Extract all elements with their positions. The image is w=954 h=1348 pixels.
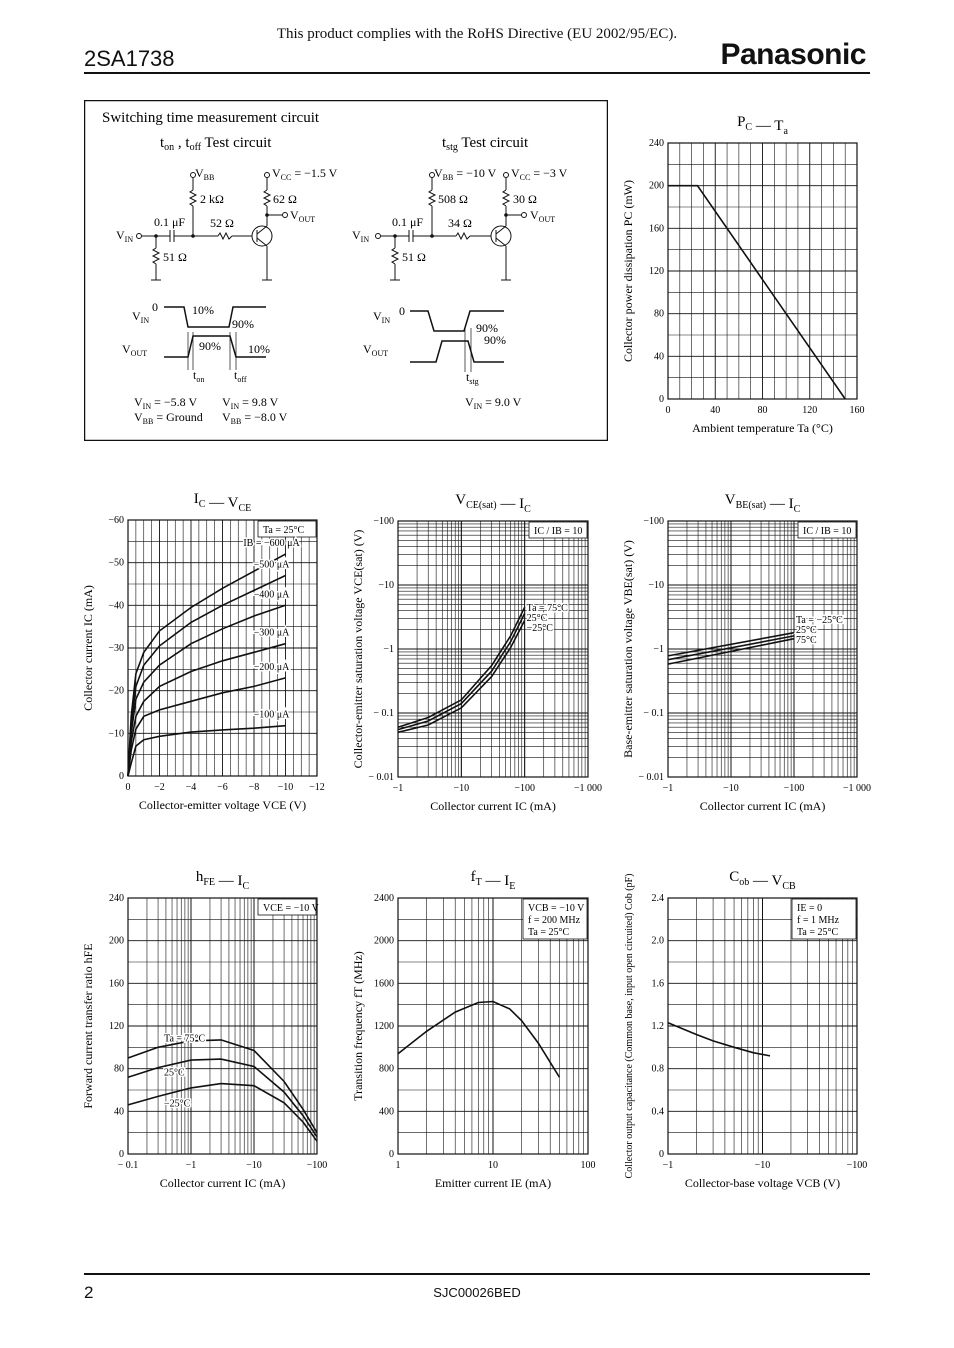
- svg-text:VBB = −8.0 V: $V_{BB} = -8.0$ V: [222, 410, 288, 426]
- x-tick-label: 120: [802, 405, 818, 416]
- legend-text: Ta = 25°C: [528, 927, 570, 938]
- y-tick-label: 2000: [374, 935, 394, 947]
- legend-text: IE = 0: [797, 903, 823, 914]
- y-axis-label: Collector power dissipation PC (mW): [621, 180, 635, 362]
- x-tick-label: −100: [846, 1160, 868, 1171]
- svg-text:90%: 90%: [484, 333, 506, 347]
- x-tick-label: −10: [246, 1160, 262, 1171]
- svg-text:90%: 90%: [476, 321, 498, 335]
- y-tick-label: 2400: [374, 893, 394, 904]
- series-label: 25°C: [526, 613, 548, 624]
- y-tick-label: − 0.1: [373, 708, 394, 719]
- legend-text: VCB = −10 V: [528, 903, 585, 914]
- legend-text: Ta = 25°C: [263, 525, 305, 536]
- x-tick-label: −100: [783, 783, 805, 794]
- series-label: −100 μA: [253, 709, 290, 721]
- svg-text:62 Ω: 62 Ω: [273, 192, 297, 206]
- series-label: Ta = −25°C: [796, 615, 843, 626]
- chart-title: $I_C$ — $V_{CE}$: [193, 491, 252, 514]
- x-axis-label: Ambient temperature Ta (°C): [692, 421, 833, 435]
- svg-text:0.1 μF: 0.1 μF: [392, 215, 424, 229]
- svg-text:VOUT: $V_{OUT}$: [530, 208, 556, 224]
- svg-text:VIN = 9.8 V: $V_{IN} = 9.8$ V: [222, 395, 279, 411]
- footer-rule: [84, 1273, 870, 1275]
- svg-text:30 Ω: 30 Ω: [513, 192, 537, 206]
- x-tick-label: −12: [309, 782, 325, 793]
- x-tick-label: −1: [662, 783, 674, 794]
- series-label: 25°C: [164, 1067, 185, 1079]
- series-label: 75°C: [796, 635, 817, 646]
- series-line: [668, 1023, 770, 1056]
- y-tick-label: −50: [108, 557, 124, 569]
- series-label: −25°C: [164, 1098, 191, 1110]
- x-tick-label: −1 000: [842, 783, 872, 794]
- svg-text:VCC = −1.5 V: $V_{CC} = -1.5$ V: [272, 166, 338, 182]
- legend-text: f = 200 MHz: [528, 915, 581, 926]
- series-label: −300 μA: [253, 627, 290, 639]
- svg-text:VIN: $V_{IN}$: [373, 309, 391, 325]
- series-label: −200 μA: [253, 661, 290, 673]
- document-code: SJC00026BED: [433, 1285, 521, 1300]
- chart-title: $C_{ob}$ — $V_{CB}$: [729, 869, 796, 892]
- x-axis-label: Collector-base voltage VCB (V): [684, 1176, 841, 1190]
- page-number: 2: [84, 1283, 94, 1302]
- right-circuit-title: $t_{stg}$ Test circuit: [442, 135, 529, 153]
- y-axis-label: Base-emitter saturation voltage VBE(sat) (V): [621, 540, 635, 758]
- x-tick-label: −100: [514, 783, 535, 794]
- y-axis-label: Collector output capacitance (Common base, input open circuited) Cob (pF): [624, 873, 635, 1179]
- x-tick-label: 160: [849, 405, 865, 416]
- svg-text:0.1 μF: 0.1 μF: [154, 215, 186, 229]
- x-tick-label: −8: [248, 782, 260, 793]
- y-tick-label: 0: [659, 1149, 664, 1160]
- y-tick-label: 2.4: [651, 893, 664, 904]
- y-tick-label: 40: [114, 1106, 124, 1118]
- circuit-title: Switching time measurement circuit: [102, 110, 320, 126]
- y-tick-label: 2.0: [651, 935, 664, 947]
- series-label: 25°C: [796, 625, 817, 636]
- svg-text:90%: 90%: [199, 339, 221, 353]
- chart-title: $V_{CE(sat)}$ — $I_C$: [455, 492, 531, 515]
- svg-text:0: 0: [152, 300, 158, 314]
- x-tick-label: 40: [710, 405, 721, 416]
- svg-text:90%: 90%: [232, 317, 254, 331]
- svg-text:VIN: $V_{IN}$: [352, 228, 370, 244]
- svg-text:0: 0: [399, 304, 405, 318]
- svg-text:VBB: $V_{BB}$: [195, 166, 215, 182]
- chart-title: $P_C$ — $T_a$: [737, 114, 788, 137]
- series-label: IB = −600 μA: [243, 538, 300, 550]
- y-tick-label: −1: [383, 644, 394, 655]
- svg-text:tstg: $t_{stg}$: [466, 370, 479, 386]
- y-tick-label: 0: [659, 394, 664, 405]
- plot-area: [624, 869, 867, 1190]
- svg-text:10%: 10%: [192, 303, 214, 317]
- svg-text:VBB = −10 V: $V_{BB} = -10$ V: [434, 166, 497, 182]
- left-circuit-title: $t_{on}$ , $t_{off}$ Test circuit: [160, 135, 272, 153]
- x-tick-label: − 0.1: [117, 1160, 139, 1171]
- svg-text:51 Ω: 51 Ω: [402, 250, 426, 264]
- series-label: −25°C: [526, 623, 553, 634]
- svg-text:VCC = −3 V: $V_{CC} = -3$ V: [511, 166, 568, 182]
- y-tick-label: −100: [643, 516, 664, 527]
- chart-title: $f_T$ — $I_E$: [470, 869, 516, 892]
- x-tick-label: 80: [757, 405, 768, 416]
- x-tick-label: −1 000: [573, 783, 603, 794]
- y-tick-label: 240: [109, 893, 124, 904]
- y-tick-label: −10: [648, 580, 664, 591]
- x-tick-label: −6: [217, 782, 228, 793]
- legend-text: VCE = −10 V: [263, 903, 319, 914]
- y-tick-label: 200: [649, 180, 664, 192]
- series-label: −500 μA: [253, 559, 290, 571]
- x-tick-label: 0: [665, 405, 671, 416]
- y-tick-label: 200: [109, 935, 124, 947]
- y-tick-label: 1600: [374, 978, 394, 990]
- x-tick-label: −10: [754, 1160, 771, 1171]
- rohs-notice: This product complies with the RoHS Directive (EU 2002/95/EC).: [276, 26, 678, 42]
- y-tick-label: 1.2: [651, 1021, 664, 1032]
- svg-text:VOUT: $V_{OUT}$: [363, 342, 389, 358]
- x-axis-label: Collector current IC (mA): [699, 799, 826, 813]
- chart-title: $h_{FE}$ — $I_C$: [195, 869, 250, 892]
- y-tick-label: −10: [378, 580, 394, 591]
- svg-text:VIN: $V_{IN}$: [116, 228, 134, 244]
- x-axis-label: Collector-emitter voltage VCE (V): [138, 798, 307, 812]
- legend-text: f = 1 MHz: [797, 915, 840, 926]
- series-label: −400 μA: [253, 589, 290, 601]
- x-tick-label: −1: [185, 1160, 197, 1171]
- legend-text: IC / IB = 10: [534, 526, 583, 537]
- y-tick-label: 1.6: [651, 978, 664, 990]
- y-tick-label: 400: [379, 1106, 394, 1118]
- y-tick-label: −10: [108, 728, 124, 740]
- series-label: Ta = 75°C: [526, 603, 568, 614]
- part-number: 2SA1738: [84, 46, 175, 71]
- x-axis-label: Collector current IC (mA): [159, 1176, 286, 1190]
- y-tick-label: 160: [109, 978, 124, 990]
- y-axis-label: Collector current IC (mA): [81, 585, 95, 711]
- y-tick-label: −40: [108, 600, 124, 612]
- y-tick-label: 120: [649, 266, 664, 277]
- svg-text:VOUT: $V_{OUT}$: [122, 342, 148, 358]
- svg-text:VIN = 9.0 V: $V_{IN} = 9.0$ V: [465, 395, 522, 411]
- x-tick-label: −2: [154, 782, 165, 793]
- y-tick-label: 0.8: [651, 1063, 664, 1075]
- y-tick-label: −100: [373, 516, 394, 527]
- y-tick-label: 160: [649, 223, 664, 235]
- x-axis-label: Collector current IC (mA): [430, 799, 556, 813]
- y-axis-label: Transition frequency fT (MHz): [351, 951, 365, 1101]
- svg-text:508 Ω: 508 Ω: [438, 192, 468, 206]
- y-tick-label: 240: [649, 138, 664, 149]
- y-tick-label: 0: [119, 771, 124, 782]
- y-tick-label: 120: [109, 1021, 124, 1032]
- x-tick-label: −4: [185, 782, 197, 793]
- chart-title: $V_{BE(sat)}$ — $I_C$: [724, 492, 801, 515]
- brand-logo: Panasonic: [720, 38, 866, 71]
- x-tick-label: −1: [662, 1160, 674, 1171]
- x-tick-label: 1: [395, 1160, 401, 1171]
- svg-text:VOUT: $V_{OUT}$: [290, 208, 316, 224]
- x-tick-label: 10: [488, 1160, 498, 1171]
- y-tick-label: 40: [654, 351, 664, 363]
- svg-text:2 kΩ: 2 kΩ: [200, 192, 224, 206]
- y-axis-label: Forward current transfer ratio hFE: [81, 943, 95, 1109]
- svg-text:VIN: $V_{IN}$: [132, 309, 150, 325]
- y-tick-label: 0.4: [651, 1106, 664, 1118]
- x-tick-label: −10: [277, 782, 294, 793]
- y-axis-label: Collector-emitter saturation voltage VCE(sat) (V): [351, 529, 365, 769]
- y-tick-label: −1: [653, 644, 664, 655]
- y-tick-label: 0: [389, 1149, 394, 1160]
- y-tick-label: − 0.01: [368, 772, 394, 783]
- x-tick-label: 100: [580, 1160, 596, 1171]
- y-tick-label: 80: [114, 1063, 124, 1075]
- y-tick-label: −20: [108, 685, 124, 697]
- svg-text:VIN = −5.8 V: $V_{IN} = -5.8$ V: [134, 395, 198, 411]
- y-tick-label: 1200: [374, 1021, 394, 1032]
- y-tick-label: −30: [108, 643, 124, 654]
- x-tick-label: −100: [306, 1160, 328, 1171]
- legend-text: IC / IB = 10: [803, 526, 852, 537]
- svg-text:toff: $t_{off}$: [234, 368, 247, 384]
- y-tick-label: − 0.1: [643, 708, 664, 719]
- svg-text:10%: 10%: [248, 342, 270, 356]
- x-tick-label: −10: [453, 783, 470, 794]
- svg-text:VBB = Ground: $V_{BB}$ = Ground: [134, 410, 203, 426]
- series-label: Ta = 75°C: [164, 1033, 206, 1045]
- y-tick-label: 80: [654, 308, 664, 320]
- svg-text:51 Ω: 51 Ω: [163, 250, 187, 264]
- x-tick-label: −1: [392, 783, 404, 794]
- y-tick-label: 0: [119, 1149, 124, 1160]
- svg-text:34 Ω: 34 Ω: [448, 216, 472, 230]
- legend-text: Ta = 25°C: [797, 927, 839, 938]
- y-tick-label: 800: [379, 1063, 394, 1075]
- x-tick-label: 0: [125, 782, 131, 793]
- y-tick-label: −60: [108, 515, 124, 526]
- x-axis-label: Emitter current IE (mA): [434, 1176, 552, 1190]
- y-tick-label: − 0.01: [638, 772, 664, 783]
- svg-text:52 Ω: 52 Ω: [210, 216, 234, 230]
- x-tick-label: −10: [723, 783, 739, 794]
- svg-text:ton: $t_{on}$: [193, 368, 205, 384]
